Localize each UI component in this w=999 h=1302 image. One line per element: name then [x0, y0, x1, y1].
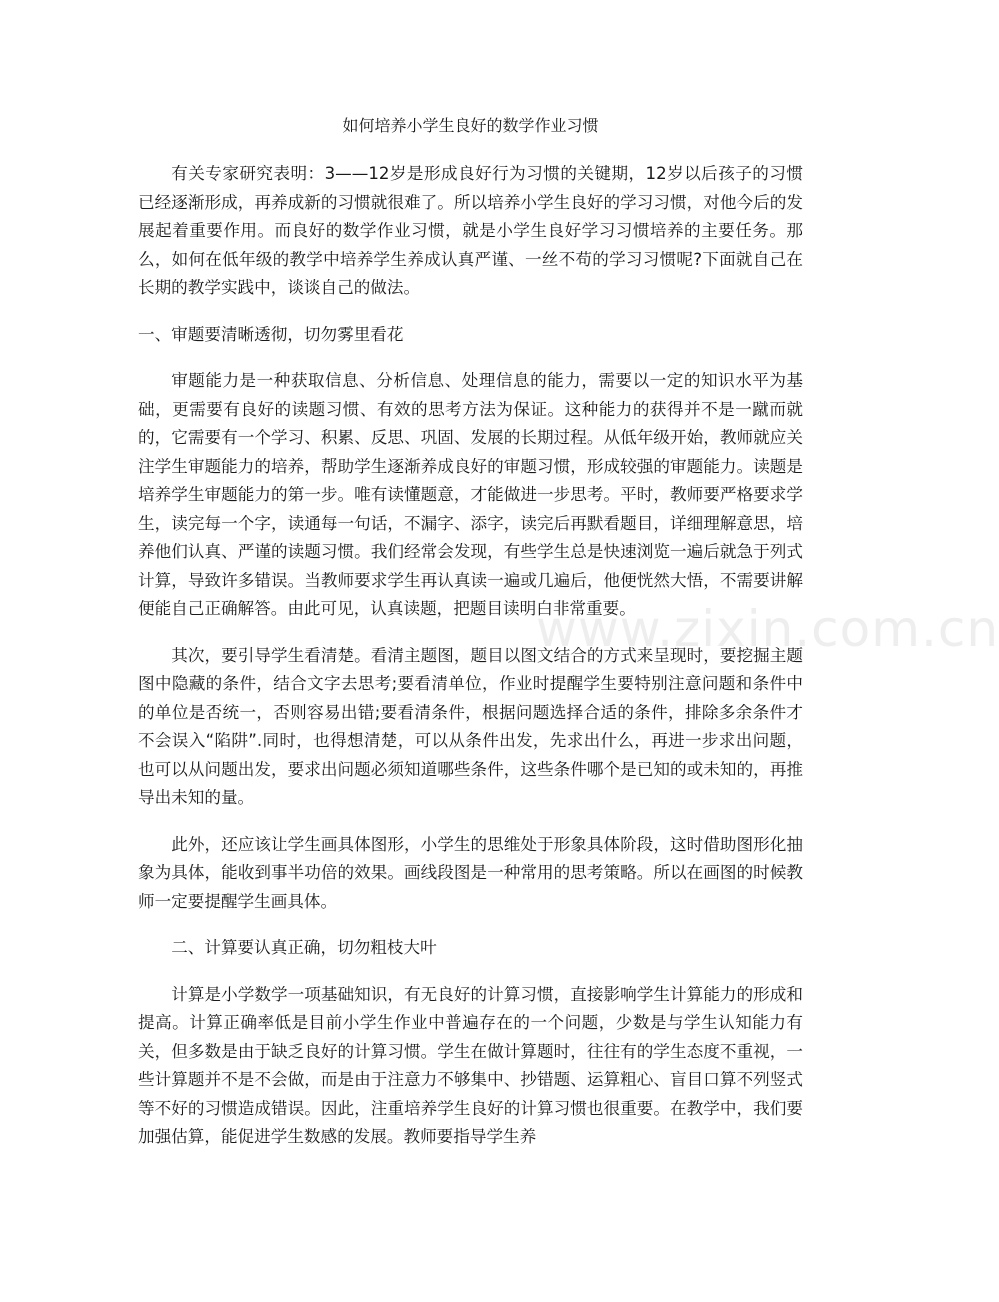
intro-paragraph: 有关专家研究表明：3——12岁是形成良好行为习惯的关键期，12岁以后孩子的习惯已经逐渐形成，再养成新的习惯就很难了。所以培养小学生良好的学习习惯，对他今后的发展起着重要作用。而良好的数学作业习惯，就是小学生良好学习习惯培养的主要任务。那么，如何在低年级的教学中培养学生养成认真严谨、一丝不苟的学习习惯呢?下面就自己在长期的教学实践中，谈谈自己的做法。 [138, 164, 803, 297]
section-1-paragraph-2: 其次，要引导学生看清楚。看清主题图，题目以图文结合的方式来呈现时，要挖掘主题图中隐藏的条件，结合文字去思考;要看清单位，作业时提醒学生要特别注意问题和条件中的单位是否统一，否则容易出错;要看清条件，根据问题选择合适的条件，排除多余条件才不会误入“陷阱”.同时，也得想清楚，可以从条件出发，先求出什么，再进一步求出问题，也可以从问题出发，要求出问题必须知道哪些条件，这些条件哪个是已知的或未知的，再推导出未知的量。 [138, 645, 803, 807]
document-title: 如何培养小学生良好的数学作业习惯 [342, 116, 599, 135]
document-page [138, 112, 803, 1152]
section-1-paragraph-1: 审题能力是一种获取信息、分析信息、处理信息的能力，需要以一定的知识水平为基础，更需要有良好的读题习惯、有效的思考方法为保证。这种能力的获得并不是一蹴而就的，它需要有一个学习、积累、反思、巩固、发展的长期过程。从低年级开始，教师就应关注学生审题能力的培养，帮助学生逐渐养成良好的审题习惯，形成较强的审题能力。读题是培养学生审题能力的第一步。唯有读懂题意，才能做进一步思考。平时，教师要严格要求学生，读完每一个字，读通每一句话，不漏字、添字，读完后再默看题目，详细理解意思，培养他们认真、严谨的读题习惯。我们经常会发现，有些学生总是快速浏览一遍后就急于列式计算，导致许多错误。当教师要求学生再认真读一遍或几遍后，他便恍然大悟，不需要讲解便能自己正确解答。由此可见，认真读题，把题目读明白非常重要。 [138, 371, 803, 618]
watermark: www.zixin.com.cn [536, 600, 999, 658]
section-1-heading: 一、审题要清晰透彻，切勿雾里看花 [138, 324, 404, 344]
section-2-paragraph-1: 计算是小学数学一项基础知识，有无良好的计算习惯，直接影响学生计算能力的形成和提高。计算正确率低是目前小学生作业中普遍存在的一个问题，少数是与学生认知能力有关，但多数是由于缺乏良好的计算习惯。学生在做计算题时，往往有的学生态度不重视，一些计算题并不是不会做，而是由于注意力不够集中、抄错题、运算粗心、盲目口算不列竖式等不好的习惯造成错误。因此，注重培养学生良好的计算习惯也很重要。在教学中，我们要加强估算，能促进学生数感的发展。教师要指导学生养 [138, 984, 803, 1146]
section-2-heading: 二、计算要认真正确，切勿粗枝大叶 [171, 938, 437, 957]
section-1-paragraph-3: 此外，还应该让学生画具体图形，小学生的思维处于形象具体阶段，这时借助图形化抽象为具体，能收到事半功倍的效果。画线段图是一种常用的思考策略。所以在画图的时候教师一定要提醒学生画具体。 [138, 834, 803, 911]
